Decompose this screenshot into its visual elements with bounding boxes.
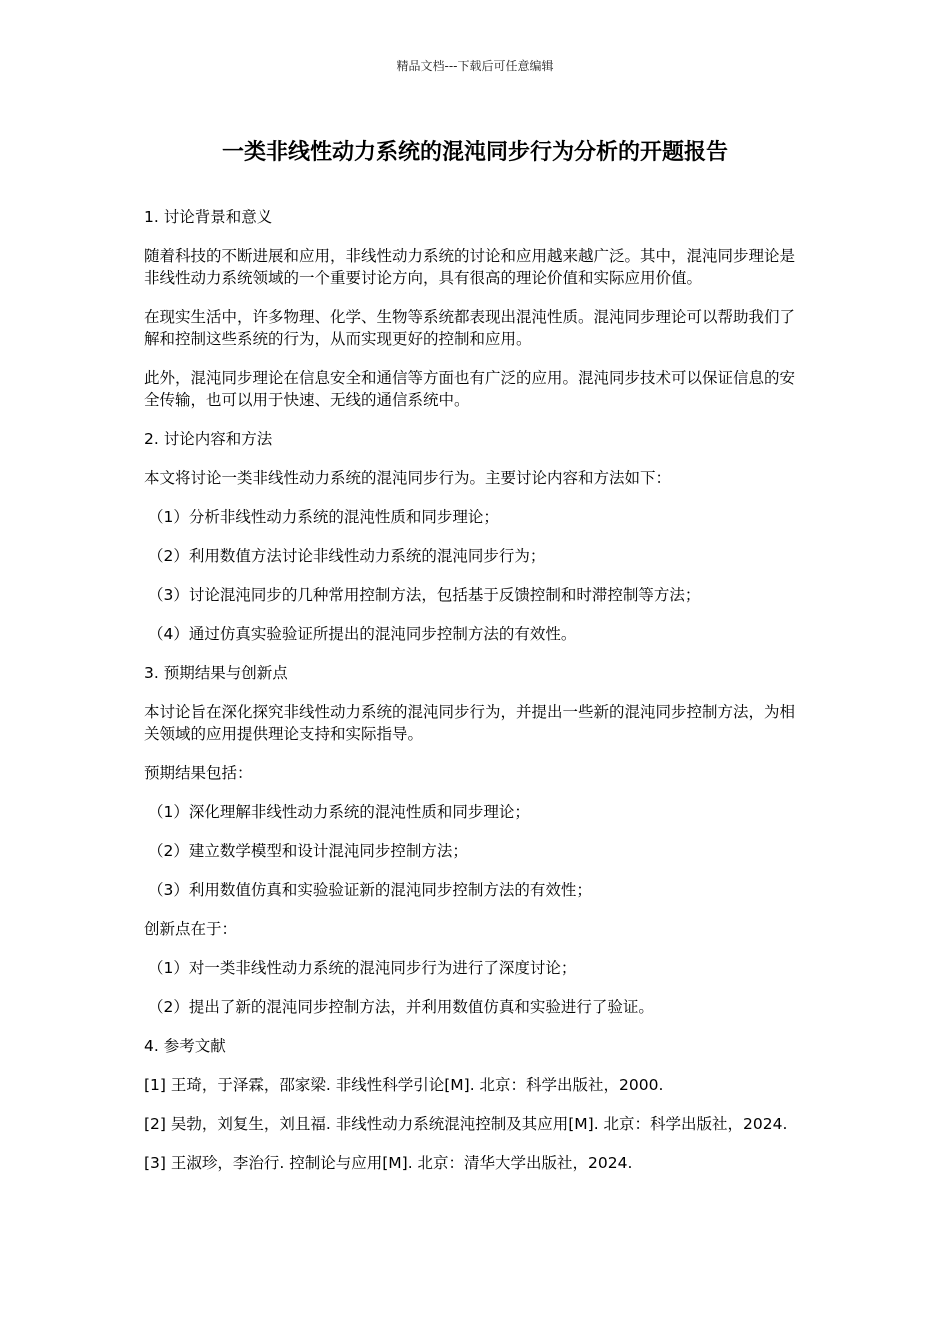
paragraph: 此外，混沌同步理论在信息安全和通信等方面也有广泛的应用。混沌同步技术可以保证信息的安全传输，也可以用于快速、无线的通信系统中。	[144, 369, 796, 409]
list-item: （3）讨论混沌同步的几种常用控制方法，包括基于反馈控制和时滞控制等方法；	[148, 586, 701, 604]
paragraph: 在现实生活中，许多物理、化学、生物等系统都表现出混沌性质。混沌同步理论可以帮助我们了解和控制这些系统的行为，从而实现更好的控制和应用。	[144, 308, 796, 348]
list-item: （1）对一类非线性动力系统的混沌同步行为进行了深度讨论；	[148, 959, 577, 977]
list-item: （3）利用数值仿真和实验验证新的混沌同步控制方法的有效性；	[148, 881, 592, 899]
section-heading-expected-results: 3. 预期结果与创新点	[144, 664, 288, 682]
innovation-label: 创新点在于：	[144, 920, 238, 938]
section-heading-references: 4. 参考文献	[144, 1037, 226, 1055]
list-item: （2）建立数学模型和设计混沌同步控制方法；	[148, 842, 468, 860]
reference-item: [1] 王琦，于泽霖，邵家梁. 非线性科学引论[M]. 北京：科学出版社，2000.	[144, 1076, 664, 1094]
expected-results-label: 预期结果包括：	[144, 764, 253, 782]
page-header: 精品文档---下载后可任意编辑	[396, 59, 554, 73]
paragraph: 本讨论旨在深化探究非线性动力系统的混沌同步行为，并提出一些新的混沌同步控制方法，为相关领域的应用提供理论支持和实际指导。	[144, 703, 796, 743]
document-title: 一类非线性动力系统的混沌同步行为分析的开题报告	[221, 140, 728, 165]
list-item: （1）深化理解非线性动力系统的混沌性质和同步理论；	[148, 803, 530, 821]
paragraph: 本文将讨论一类非线性动力系统的混沌同步行为。主要讨论内容和方法如下：	[144, 469, 672, 487]
list-item: （2）利用数值方法讨论非线性动力系统的混沌同步行为；	[148, 547, 546, 565]
section-heading-background: 1. 讨论背景和意义	[144, 208, 273, 226]
list-item: （1）分析非线性动力系统的混沌性质和同步理论；	[148, 508, 499, 526]
list-item: （2）提出了新的混沌同步控制方法，并利用数值仿真和实验进行了验证。	[148, 998, 654, 1016]
reference-item: [2] 吴勃，刘复生，刘且福. 非线性动力系统混沌控制及其应用[M]. 北京：科学出版社，2024.	[144, 1115, 788, 1133]
list-item: （4）通过仿真实验验证所提出的混沌同步控制方法的有效性。	[148, 625, 577, 643]
document-body	[144, 206, 804, 1191]
paragraph: 随着科技的不断进展和应用，非线性动力系统的讨论和应用越来越广泛。其中，混沌同步理论是非线性动力系统领域的一个重要讨论方向，具有很高的理论价值和实际应用价值。	[144, 247, 796, 287]
section-heading-content-methods: 2. 讨论内容和方法	[144, 430, 273, 448]
reference-item: [3] 王淑珍，李治行. 控制论与应用[M]. 北京：清华大学出版社，2024.	[144, 1154, 633, 1172]
